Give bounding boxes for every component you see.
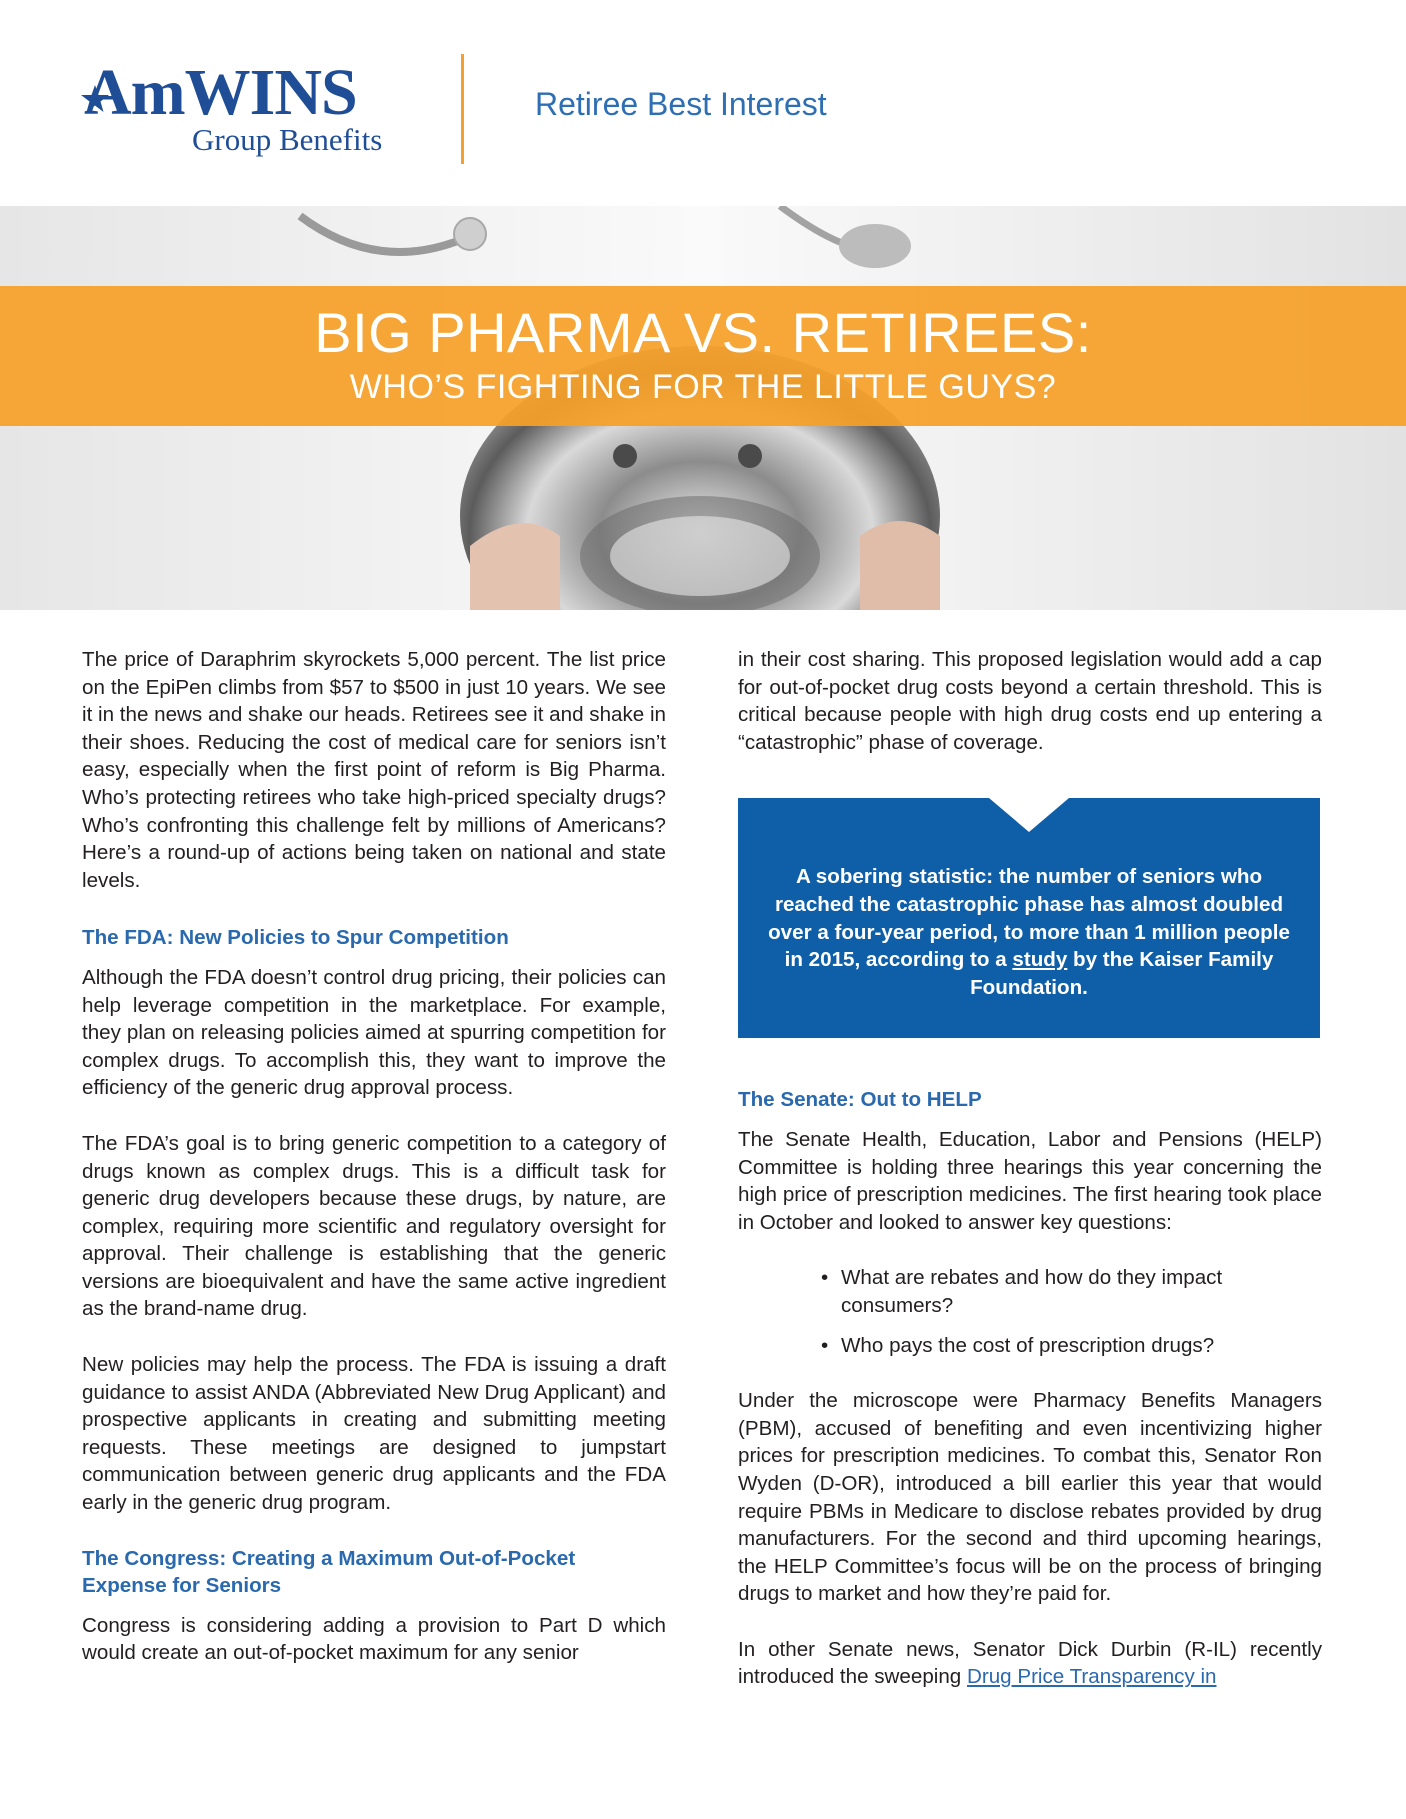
page-title: BIG PHARMA VS. RETIREES: (314, 301, 1092, 364)
bullet-icon: • (821, 1333, 829, 1357)
callout-notch (989, 798, 1069, 832)
study-link[interactable]: study (1012, 948, 1068, 972)
page-subtitle: WHO’S FIGHTING FOR THE LITTLE GUYS? (349, 368, 1057, 406)
questions-list (738, 1264, 1322, 1359)
senate-heading: The Senate: Out to HELP (738, 1088, 982, 1112)
senate-paragraph-3-text: In other Senate news, Senator Dick Durbin (R-IL) recently introduced the sweeping (738, 1637, 1322, 1689)
callout-text-start: A sobering statistic: the number of seniors who reached the catastrophic phase has almost doubled over a four-year period, to more than 1 million people in 2015, according to a (768, 865, 1290, 972)
hero-image (0, 206, 1406, 610)
drug-price-transparency-link[interactable]: Drug Price Transparency in (966, 1665, 1217, 1689)
senate-paragraph-1: The Senate Health, Education, Labor and Pensions (HELP) Committee is holding three hearings this year concerning the high price of prescription medicines. The first hearing took place in October and looked to answer key questions: (738, 1127, 1322, 1234)
senate-paragraph-3 (738, 1636, 1322, 1691)
fda-paragraph-2: The FDA’s goal is to bring generic competition to a category of drugs known as complex drugs. This is a difficult task for generic drug developers because these drugs, by nature, are complex, requiring more scientific and regulatory oversight for approval. Their challenge is establishing that the generic versions are bioequivalent and have the same active ingredient as the brand-name drug. (82, 1131, 666, 1321)
logo-wordmark: AmWINS (84, 56, 357, 129)
title-banner (0, 286, 1406, 426)
congress-heading: The Congress: Creating a Maximum Out-of-Pocket Expense for Seniors (82, 1546, 576, 1598)
logo-subtitle: Group Benefits (192, 122, 383, 157)
fda-paragraph-3: New policies may help the process. The FDA is issuing a draft guidance to assist ANDA (Abbreviated New Drug Applicant) and prospective applicants in creating and submitting meeting requests. These meetings are designed to jumpstart communication between generic drug applicants and the FDA early in the generic drug program. (82, 1353, 666, 1515)
senate-paragraph-2: Under the microscope were Pharmacy Benefits Managers (PBM), accused of benefiting and even incentivizing higher prices for prescription medicines. To combat this, Senator Ron Wyden (D-OR), introduced a bill earlier this year that would require PBMs in Medicare to disclose rebates provided by drug manufacturers. For the second and third upcoming hearings, the HELP Committee’s focus will be on the process of bringing drugs to market and how they’re paid for. (738, 1389, 1322, 1606)
left-column (82, 646, 666, 1667)
list-item (738, 1332, 1322, 1360)
congress-paragraph: Congress is considering adding a provision to Part D which would create an out-of-pocket maximum for any senior (82, 1613, 666, 1665)
statistic-callout (738, 798, 1320, 1038)
list-item-text: Who pays the cost of prescription drugs? (841, 1333, 1215, 1357)
intro-paragraph: The price of Daraphrim skyrockets 5,000 percent. The list price on the EpiPen climbs from $57 to $500 in just 10 years. We see it in the news and shake our heads. Retirees see it and shake in their shoes. Reducing the cost of medical care for seniors isn’t easy, especially when the first point of reform is Big Pharma. Who’s protecting retirees who take high-priced specialty drugs? Who’s confronting this challenge felt by millions of Americans? Here’s a round-up of actions being taken on national and state levels. (82, 648, 666, 892)
bullet-icon: • (821, 1266, 829, 1290)
header-tagline: Retiree Best Interest (535, 86, 827, 122)
company-logo (84, 58, 404, 168)
fda-paragraph-1: Although the FDA doesn’t control drug pricing, their policies can help leverage competition in the marketplace. For example, they plan on releasing policies aimed at spurring competition for complex drugs. To accomplish this, they want to improve the efficiency of the generic drug approval process. (82, 965, 666, 1100)
congress-continued-paragraph: in their cost sharing. This proposed legislation would add a cap for out-of-pocket drug costs beyond a certain threshold. This is critical because people with high drug costs end up entering a “catastrophic” phase of coverage. (738, 648, 1322, 754)
list-item-text: What are rebates and how do they impact consumers? (841, 1266, 1223, 1317)
header-divider (461, 54, 464, 164)
callout-text-end: by the Kaiser Family Foundation. (970, 948, 1274, 999)
callout-text (768, 863, 1290, 1001)
fda-heading: The FDA: New Policies to Spur Competition (82, 926, 509, 950)
right-column (738, 646, 1322, 1691)
list-item (738, 1264, 1322, 1319)
